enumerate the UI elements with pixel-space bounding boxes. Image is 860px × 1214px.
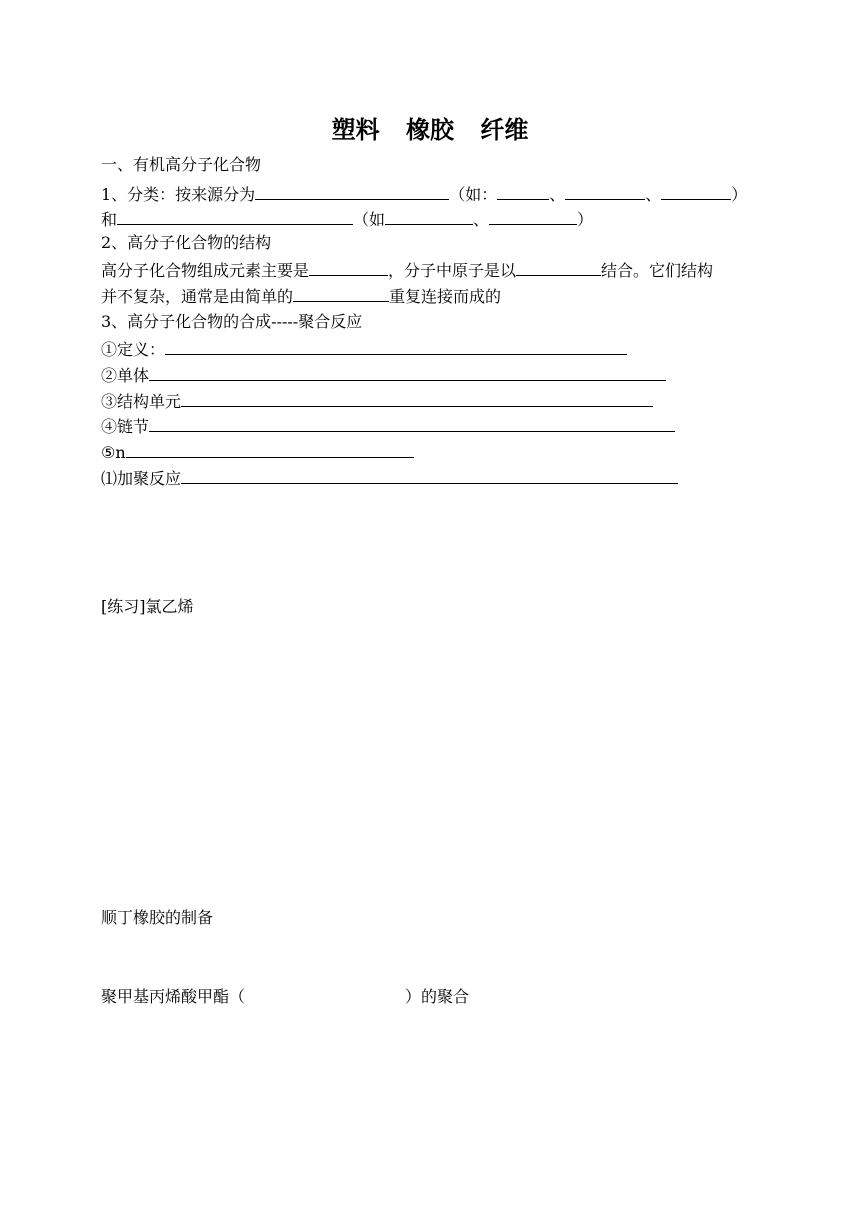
q1-line1 bbox=[101, 183, 747, 205]
title-word-fiber: 纤维 bbox=[480, 116, 529, 144]
q3-item-chain-link bbox=[101, 415, 675, 437]
pmma-text2: ）的聚合 bbox=[405, 987, 470, 1006]
page-title bbox=[0, 110, 860, 145]
q3-item-label: ②单体 bbox=[101, 366, 150, 385]
section-heading: 一、有机高分子化合物 bbox=[101, 155, 262, 174]
q3-item-structural-unit bbox=[101, 390, 653, 412]
q2-heading: 2、高分子化合物的结构 bbox=[101, 233, 272, 252]
q3-item-label: ⑤n bbox=[101, 443, 126, 462]
q3-item-label: ⑴加聚反应 bbox=[101, 469, 182, 488]
pmma-text1: 聚甲基丙烯酸甲酯（ bbox=[101, 987, 246, 1006]
title-word-plastic: 塑料 bbox=[331, 116, 380, 144]
q2-line2 bbox=[101, 285, 501, 307]
q1-blank-example2[interactable] bbox=[565, 183, 645, 200]
q2-blank-bond[interactable] bbox=[516, 259, 601, 276]
q1-sep3: 、 bbox=[473, 210, 490, 229]
q2-text3: 结合。它们结构 bbox=[601, 261, 714, 280]
title-word-rubber: 橡胶 bbox=[406, 116, 454, 144]
q1-paren2-close: ） bbox=[577, 210, 594, 229]
q3-blank-n[interactable] bbox=[126, 441, 414, 458]
q1-blank-source2[interactable] bbox=[117, 208, 353, 225]
q3-blank-definition[interactable] bbox=[165, 338, 627, 355]
q2-line1 bbox=[101, 259, 713, 281]
q2-text2: ，分子中原子是以 bbox=[388, 261, 517, 280]
pmma-heading bbox=[101, 987, 469, 1007]
rubber-heading: 顺丁橡胶的制备 bbox=[101, 908, 214, 927]
q1-paren-open: （如： bbox=[449, 185, 498, 204]
q1-blank-example4[interactable] bbox=[385, 208, 473, 225]
q1-sep2: 、 bbox=[645, 185, 662, 204]
q1-prefix: 1、分类：按来源分为 bbox=[101, 185, 256, 204]
q3-item-definition bbox=[101, 338, 627, 360]
q1-paren2-open: （如 bbox=[353, 210, 386, 229]
q1-and: 和 bbox=[101, 210, 118, 229]
q3-heading: 3、高分子化合物的合成-----聚合反应 bbox=[101, 312, 363, 331]
q1-blank-example5[interactable] bbox=[489, 208, 577, 225]
q3-blank-addition[interactable] bbox=[181, 467, 678, 484]
q3-item-n bbox=[101, 441, 414, 463]
q3-item-label: ①定义： bbox=[101, 340, 166, 359]
q3-item-monomer bbox=[101, 364, 666, 386]
practice-heading: [练习]氯乙烯 bbox=[101, 597, 194, 616]
q3-blank-structural-unit[interactable] bbox=[181, 390, 653, 407]
q1-blank-source[interactable] bbox=[255, 183, 449, 200]
q3-item-label: ③结构单元 bbox=[101, 392, 182, 411]
q1-line2 bbox=[101, 208, 593, 230]
q1-blank-example1[interactable] bbox=[497, 183, 549, 200]
q2-text1: 高分子化合物组成元素主要是 bbox=[101, 261, 310, 280]
q3-item-label: ④链节 bbox=[101, 417, 150, 436]
q2-text4: 并不复杂，通常是由简单的 bbox=[101, 287, 294, 306]
q1-blank-example3[interactable] bbox=[661, 183, 731, 200]
q2-blank-elements[interactable] bbox=[309, 259, 388, 276]
q2-blank-unit[interactable] bbox=[293, 285, 389, 302]
q3-blank-chain-link[interactable] bbox=[149, 415, 675, 432]
q3-item-addition bbox=[101, 467, 678, 489]
q1-paren-close: ） bbox=[731, 185, 748, 204]
q1-sep1: 、 bbox=[549, 185, 566, 204]
q2-text5: 重复连接而成的 bbox=[389, 287, 502, 306]
q3-blank-monomer[interactable] bbox=[149, 364, 666, 381]
